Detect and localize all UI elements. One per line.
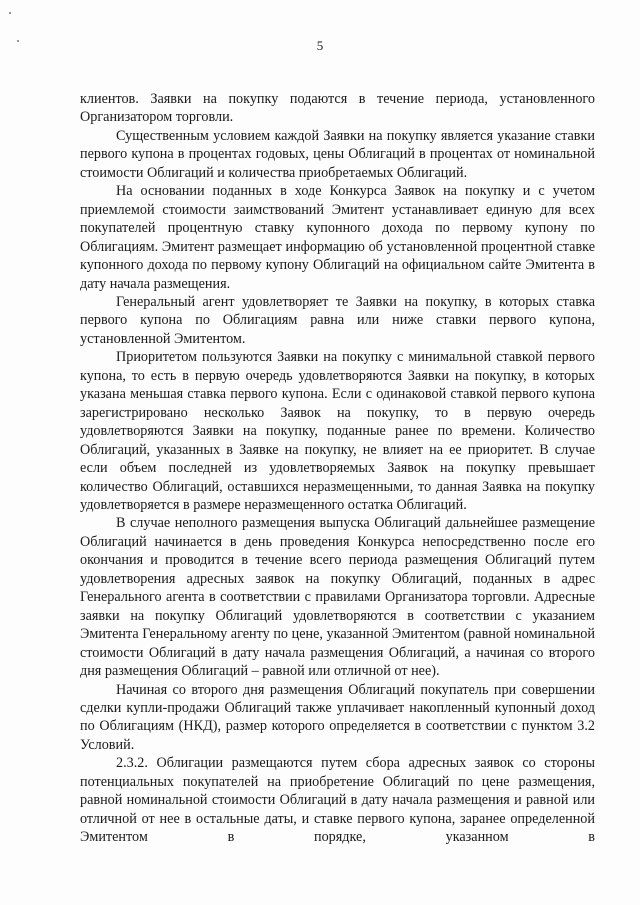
paragraph: В случае неполного размещения выпуска Облигаций дальнейшее размещение Облигаций начинается в день проведения Конкурса непосредственно после его окончания и проводится в течение всего периода размещения Облигаций путем удовлетворения адресных заявок на покупку Облигаций, поданных в адрес Генерального агента в соответствии с правилами Организатора торговли. Адресные заявки на покупку Облигаций удовлетворяются в соответствии с указанием Эмитента Генеральному агенту по цене, указанной Эмитентом (равной номинальной стоимости Облигаций в дату начала размещения Облигаций, а начиная со второго дня размещения Облигаций – равной или отличной от нее). bbox=[80, 515, 595, 680]
paragraph: На основании поданных в ходе Конкурса Заявок на покупку и с учетом приемлемой стоимости заимствований Эмитент устанавливает единую для всех покупателей процентную ставку купонного дохода по первому купону по Облигациям. Эмитент размещает информацию об установленной процентной ставке купонного дохода по первому купону Облигаций на официальном сайте Эмитента в дату начала размещения. bbox=[80, 183, 595, 292]
paragraph: Генеральный агент удовлетворяет те Заявки на покупку, в которых ставка первого купона по Облигациям равна или ниже ставки первого купона, установленной Эмитентом. bbox=[80, 293, 595, 347]
scan-speck bbox=[9, 12, 11, 14]
paragraph: Приоритетом пользуются Заявки на покупку с минимальной ставкой первого купона, то есть в первую очередь удовлетворяются Заявки на покупку, в которых указана меньшая ставка первого купона. Если с одинаковой ставкой первого купона зарегистрировано несколько Заявок на покупку, то в первую очередь удовлетворяются Заявки на покупку, поданные ранее по времени. Количество Облигаций, указанных в Заявке на покупку, не влияет на ее приоритет. В случае если объем последней из удовлетворяемых Заявок на покупку превышает количество Облигаций, оставшихся неразмещенными, то данная Заявка на покупку удовлетворяется в размере неразмещенного остатка Облигаций. bbox=[80, 349, 595, 513]
document-body bbox=[80, 90, 595, 847]
paragraph: Существенным условием каждой Заявки на покупку является указание ставки первого купона в процентах годовых, цены Облигаций в процентах от номинальной стоимости Облигаций и количества приобретаемых Облигаций. bbox=[80, 127, 595, 181]
paragraph: Начиная со второго дня размещения Облигаций покупатель при совершении сделки купли-продажи Облигаций также уплачивает накопленный купонный доход по Облигациям (НКД), размер которого определяется в соответствии с пунктом 3.2 Условий. bbox=[80, 681, 595, 753]
page-number: 5 bbox=[316, 38, 324, 53]
paragraph: клиентов. Заявки на покупку подаются в течение периода, установленного Организатором торговли. bbox=[80, 91, 595, 126]
paragraph: 2.3.2. Облигации размещаются путем сбора адресных заявок со стороны потенциальных покупателей на приобретение Облигаций по цене размещения, равной номинальной стоимости Облигаций в дату начала размещения и равной или отличной от нее в остальные даты, и ставке первого купона, заранее определенной Эмитентом в порядке, указанном в bbox=[80, 755, 595, 846]
